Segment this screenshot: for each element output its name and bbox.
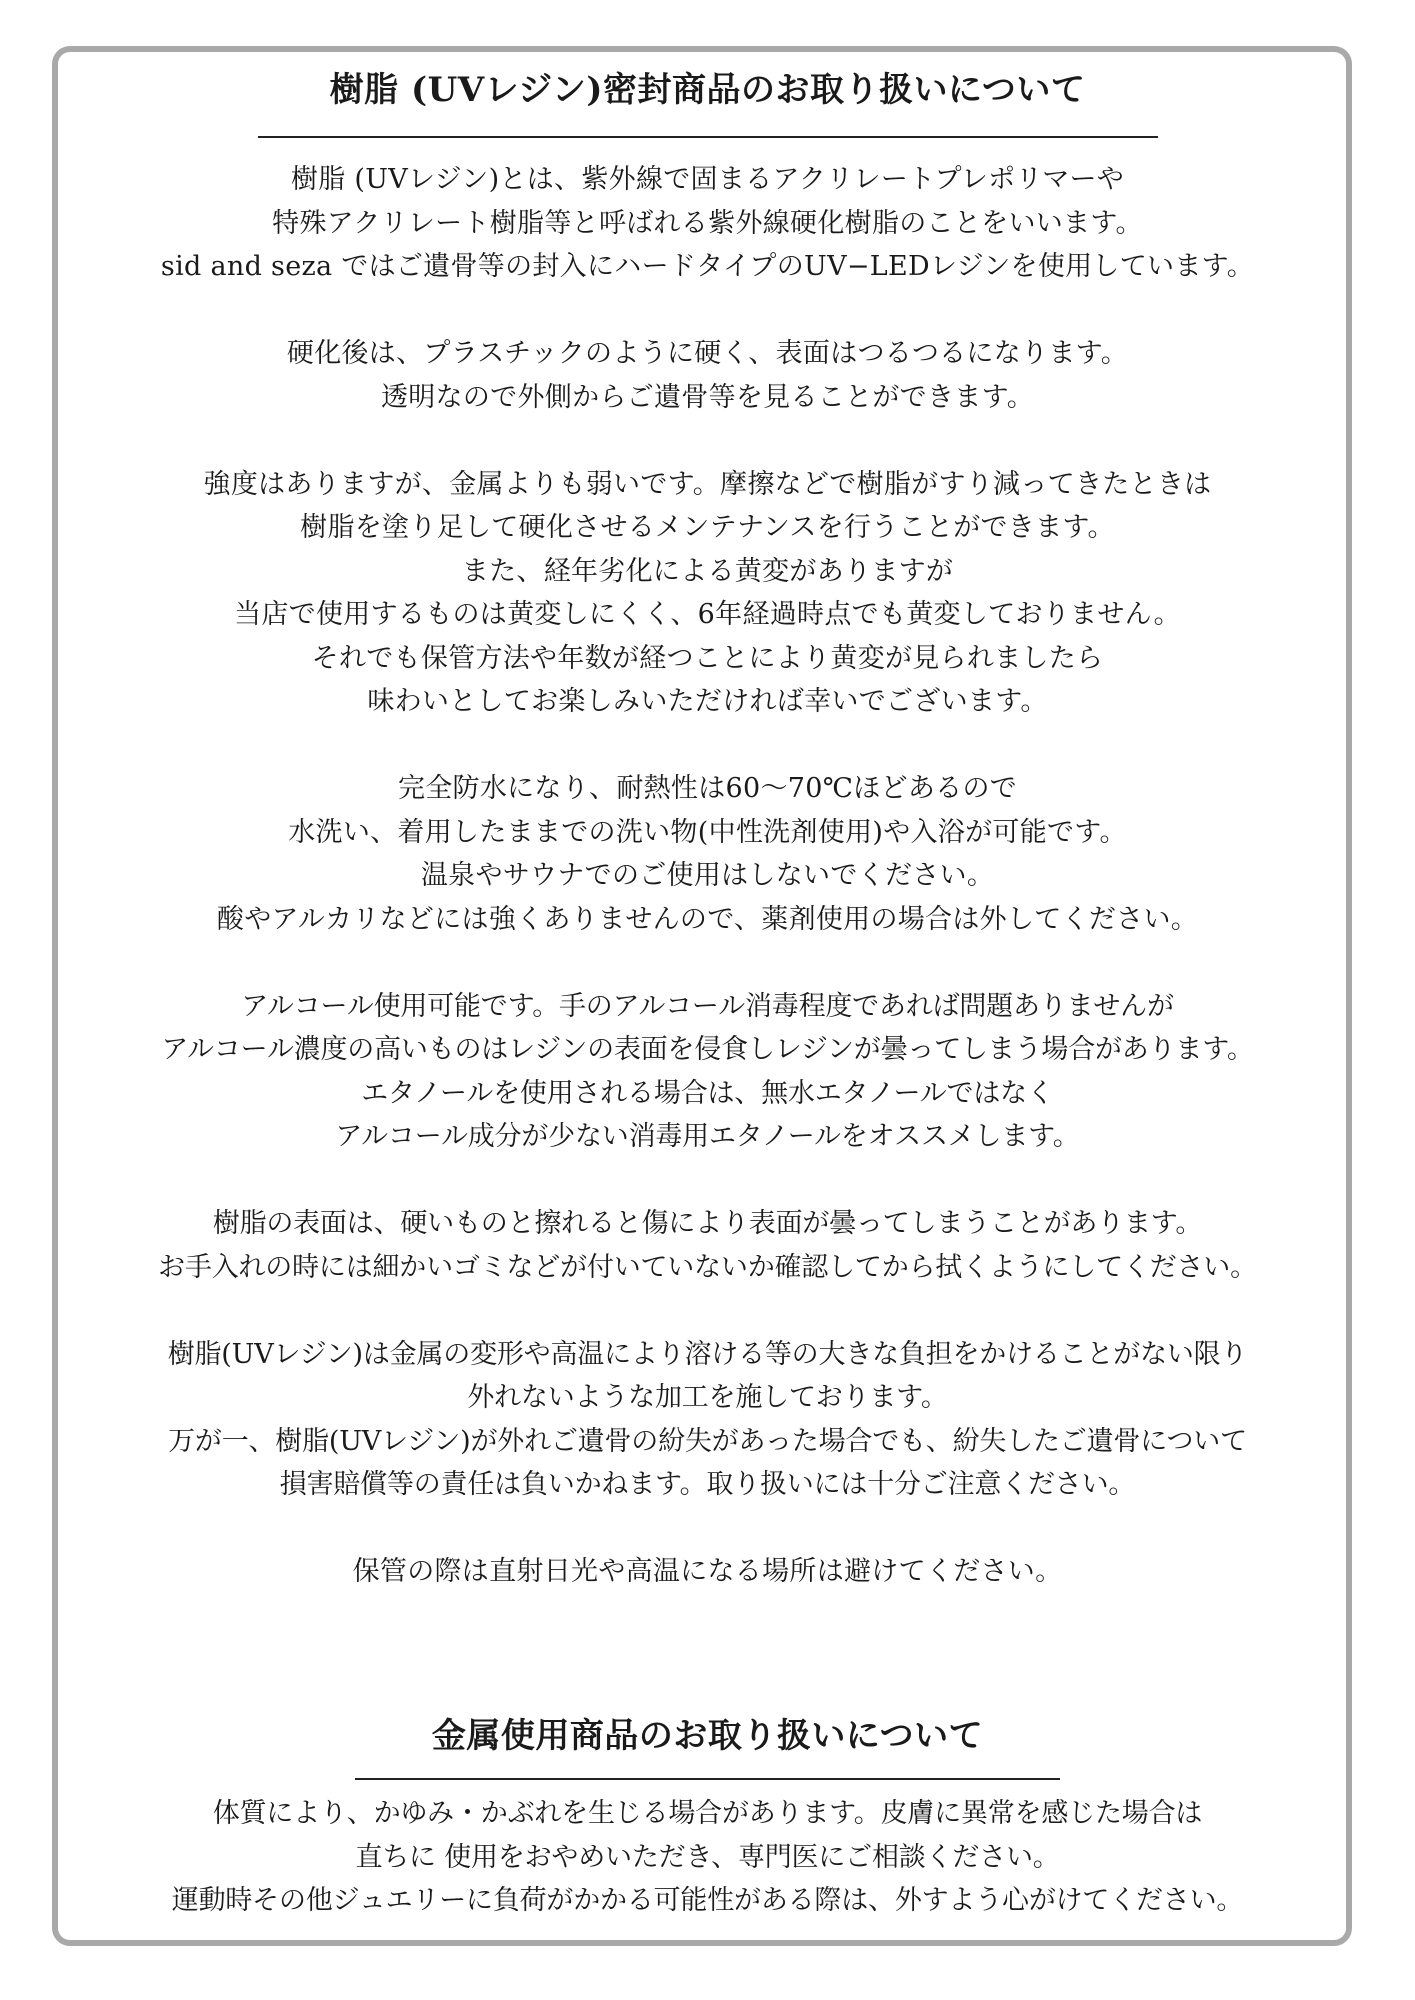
text-line: 樹脂を塗り足して硬化させるメンテナンスを行うことができます。	[300, 512, 1115, 543]
text-line: 運動時その他ジュエリーに負荷がかかる可能性がある際は、外すよう心がけてください。	[171, 1885, 1244, 1916]
resin-definition-paragraph	[0, 158, 1415, 289]
text-line: 硬化後は、プラスチックのように硬く、表面はつるつるになります。	[286, 338, 1129, 369]
text-line: 樹脂の表面は、硬いものと擦れると傷により表面が曇ってしまうことがあります。	[212, 1208, 1203, 1239]
text-line: エタノールを使用される場合は、無水エタノールではなく	[361, 1077, 1054, 1109]
text-line: 外れないような加工を施しております。	[467, 1382, 948, 1413]
text-line: お手入れの時には細かいゴミなどが付いていないか確認してから拭くようにしてください。	[158, 1251, 1257, 1283]
text-line: 透明なので外側からご遺骨等を見ることができます。	[380, 381, 1035, 413]
metal-section-title: 金属使用商品のお取り扱いについて	[431, 1716, 984, 1756]
text-line: 保管の際は直射日光や高温になる場所は避けてください。	[352, 1556, 1063, 1587]
text-line: 水洗い、着用したままでの洗い物(中性洗剤使用)や入浴が可能です。	[288, 816, 1127, 848]
text-line: 完全防水になり、耐熱性は60〜70℃ほどあるので	[397, 773, 1018, 804]
text-line: 味わいとしてお楽しみいただければ幸いでございます。	[367, 686, 1048, 717]
resin-liability-paragraph	[0, 1333, 1415, 1507]
title-underline	[258, 136, 1158, 138]
text-line: 直ちに 使用をおやめいただき、専門医にご相談ください。	[355, 1841, 1060, 1873]
resin-storage-paragraph	[0, 1550, 1415, 1594]
resin-section	[0, 66, 1415, 1594]
text-line: 当店で使用するものは黄変しにくく、6年経過時点でも黄変しておりません。	[234, 599, 1181, 630]
resin-scratch-paragraph	[0, 1202, 1415, 1289]
text-line: 酸やアルカリなどには強くありませんので、薬剤使用の場合は外してください。	[216, 903, 1199, 935]
text-line: アルコール成分が少ない消毒用エタノールをオススメします。	[335, 1121, 1080, 1152]
text-line: sid and seza ではご遺骨等の封入にハードタイプのUV−LEDレジンを使用しています。	[160, 251, 1255, 282]
metal-section	[0, 1712, 1415, 1923]
resin-hardness-paragraph	[0, 332, 1415, 419]
text-line: それでも保管方法や年数が経つことにより黄変が見られましたら	[311, 642, 1104, 674]
title-underline	[355, 1778, 1060, 1780]
resin-waterproof-paragraph	[0, 767, 1415, 941]
text-line: 損害賠償等の責任は負いかねます。取り扱いには十分ご注意ください。	[279, 1469, 1136, 1500]
text-line: 万が一、樹脂(UVレジン)が外れご遺骨の紛失があった場合でも、紛失したご遺骨について	[168, 1425, 1247, 1457]
metal-allergy-paragraph	[0, 1792, 1415, 1923]
text-line: 樹脂(UVレジン)は金属の変形や高温により溶ける等の大きな負担をかけることがない限り	[167, 1338, 1248, 1370]
text-line: 樹脂 (UVレジン)とは、紫外線で固まるアクリレートプレポリマーや	[290, 164, 1125, 195]
resin-section-title: 樹脂 (UVレジン)密封商品のお取り扱いについて	[329, 70, 1086, 110]
resin-alcohol-paragraph	[0, 985, 1415, 1159]
text-line: 特殊アクリレート樹脂等と呼ばれる紫外線硬化樹脂のことをいいます。	[272, 207, 1143, 239]
text-line: アルコール濃度の高いものはレジンの表面を侵食しレジンが曇ってしまう場合があります。	[161, 1034, 1254, 1065]
text-line: 強度はありますが、金属よりも弱いです。摩擦などで樹脂がすり減ってきたときは	[203, 468, 1212, 500]
text-line: 体質により、かゆみ・かぶれを生じる場合があります。皮膚に異常を感じた場合は	[212, 1798, 1203, 1829]
text-line: また、経年劣化による黄変がありますが	[461, 555, 954, 587]
resin-strength-paragraph	[0, 463, 1415, 724]
text-line: アルコール使用可能です。手のアルコール消毒程度であれば問題ありませんが	[241, 990, 1174, 1022]
text-line: 温泉やサウナでのご使用はしないでください。	[420, 860, 995, 891]
